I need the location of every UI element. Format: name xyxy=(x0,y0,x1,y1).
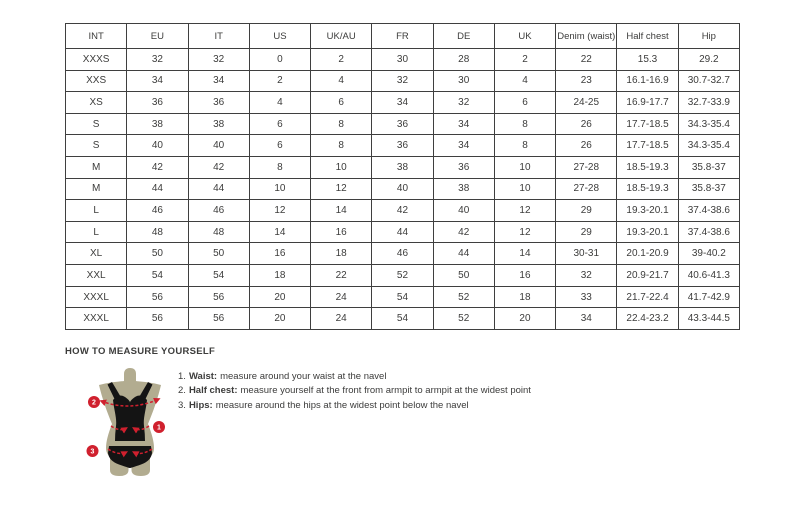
how-to-measure-title: HOW TO MEASURE YOURSELF xyxy=(65,346,216,357)
column-header-uk: UK xyxy=(494,24,555,49)
table-cell: 14 xyxy=(311,200,372,222)
mannequin-illustration xyxy=(85,368,175,478)
table-cell: 20 xyxy=(249,286,310,308)
table-cell: 36 xyxy=(127,92,188,114)
table-cell: 2 xyxy=(494,49,555,71)
table-cell: 36 xyxy=(372,135,433,157)
table-cell: 26 xyxy=(556,113,617,135)
column-header-int: INT xyxy=(66,24,127,49)
table-cell: 30 xyxy=(433,70,494,92)
table-cell: 4 xyxy=(494,70,555,92)
table-cell: 42 xyxy=(372,200,433,222)
table-cell: 6 xyxy=(494,92,555,114)
table-cell: 30 xyxy=(372,49,433,71)
instruction-label: Half chest: xyxy=(188,385,238,397)
table-cell: 17.7-18.5 xyxy=(617,135,678,157)
table-cell: 46 xyxy=(188,200,249,222)
table-cell: 54 xyxy=(372,286,433,308)
column-header-de: DE xyxy=(433,24,494,49)
hips-badge xyxy=(87,445,99,457)
table-cell: 23 xyxy=(556,70,617,92)
table-cell: 0 xyxy=(249,49,310,71)
table-cell: 27-28 xyxy=(556,157,617,179)
table-row xyxy=(66,113,740,135)
table-cell: 4 xyxy=(311,70,372,92)
table-cell: 56 xyxy=(188,286,249,308)
table-cell: 16.9-17.7 xyxy=(617,92,678,114)
table-row xyxy=(66,308,740,330)
table-cell: XXXS xyxy=(66,49,127,71)
table-cell: 10 xyxy=(494,157,555,179)
table-cell: 24 xyxy=(311,308,372,330)
table-cell: 33 xyxy=(556,286,617,308)
table-cell: 40 xyxy=(372,178,433,200)
table-cell: 34 xyxy=(372,92,433,114)
table-cell: 18 xyxy=(311,243,372,265)
table-cell: 27-28 xyxy=(556,178,617,200)
instruction-label: Hips: xyxy=(188,399,213,411)
table-cell: 48 xyxy=(127,221,188,243)
table-cell: 44 xyxy=(372,221,433,243)
table-cell: 12 xyxy=(494,221,555,243)
table-cell: 36 xyxy=(372,113,433,135)
table-cell: 54 xyxy=(372,308,433,330)
measure-instructions-list xyxy=(178,370,531,413)
table-cell: 18 xyxy=(249,265,310,287)
table-cell: 40 xyxy=(433,200,494,222)
table-cell: L xyxy=(66,221,127,243)
table-cell: 40 xyxy=(188,135,249,157)
table-cell: 22 xyxy=(311,265,372,287)
table-cell: 14 xyxy=(494,243,555,265)
table-cell: 18.5-19.3 xyxy=(617,178,678,200)
table-cell: 12 xyxy=(311,178,372,200)
table-cell: 6 xyxy=(311,92,372,114)
table-cell: 34 xyxy=(433,135,494,157)
table-cell: 14 xyxy=(249,221,310,243)
table-row xyxy=(66,92,740,114)
table-row xyxy=(66,135,740,157)
measure-instruction xyxy=(178,399,531,413)
table-cell: 50 xyxy=(188,243,249,265)
table-cell: 32 xyxy=(556,265,617,287)
table-cell: 8 xyxy=(249,157,310,179)
table-cell: 34 xyxy=(433,113,494,135)
table-cell: L xyxy=(66,200,127,222)
table-cell: 22 xyxy=(556,49,617,71)
table-cell: 16 xyxy=(249,243,310,265)
table-cell: 38 xyxy=(188,113,249,135)
table-cell: 38 xyxy=(127,113,188,135)
table-cell: 19.3-20.1 xyxy=(617,221,678,243)
table-cell: 38 xyxy=(433,178,494,200)
table-cell: S xyxy=(66,113,127,135)
table-cell: 38 xyxy=(372,157,433,179)
table-cell: 34 xyxy=(556,308,617,330)
table-cell: 44 xyxy=(188,178,249,200)
table-cell: 22.4-23.2 xyxy=(617,308,678,330)
instruction-number: 3. xyxy=(178,399,186,411)
table-row xyxy=(66,157,740,179)
table-cell: 30-31 xyxy=(556,243,617,265)
table-cell: XXXL xyxy=(66,286,127,308)
table-cell: 26 xyxy=(556,135,617,157)
table-cell: M xyxy=(66,178,127,200)
table-cell: 20.1-20.9 xyxy=(617,243,678,265)
table-cell: 2 xyxy=(249,70,310,92)
column-header-half-chest: Half chest xyxy=(617,24,678,49)
table-cell: 32 xyxy=(433,92,494,114)
table-cell: 36 xyxy=(433,157,494,179)
measure-instruction xyxy=(178,370,531,384)
table-cell: 30.7-32.7 xyxy=(678,70,739,92)
table-cell: 42 xyxy=(127,157,188,179)
table-cell: S xyxy=(66,135,127,157)
table-cell: 42 xyxy=(188,157,249,179)
table-cell: XXS xyxy=(66,70,127,92)
column-header-us: US xyxy=(249,24,310,49)
svg-text:3: 3 xyxy=(90,448,95,456)
table-row xyxy=(66,221,740,243)
table-cell: 12 xyxy=(494,200,555,222)
table-cell: 15.3 xyxy=(617,49,678,71)
table-cell: 6 xyxy=(249,135,310,157)
table-cell: 10 xyxy=(311,157,372,179)
column-header-denim-waist-: Denim (waist) xyxy=(556,24,617,49)
table-cell: 37.4-38.6 xyxy=(678,200,739,222)
table-cell: 28 xyxy=(433,49,494,71)
table-cell: 40.6-41.3 xyxy=(678,265,739,287)
table-cell: 2 xyxy=(311,49,372,71)
table-cell: 34.3-35.4 xyxy=(678,113,739,135)
table-cell: 35.8-37 xyxy=(678,178,739,200)
column-header-eu: EU xyxy=(127,24,188,49)
table-row xyxy=(66,265,740,287)
waist-badge xyxy=(153,421,165,433)
table-cell: 20 xyxy=(249,308,310,330)
table-cell: 16 xyxy=(494,265,555,287)
svg-text:1: 1 xyxy=(157,424,161,432)
table-cell: 54 xyxy=(127,265,188,287)
table-cell: 20.9-21.7 xyxy=(617,265,678,287)
table-cell: 24-25 xyxy=(556,92,617,114)
table-row xyxy=(66,70,740,92)
table-cell: 6 xyxy=(249,113,310,135)
table-row xyxy=(66,286,740,308)
table-row xyxy=(66,49,740,71)
column-header-fr: FR xyxy=(372,24,433,49)
table-cell: 43.3-44.5 xyxy=(678,308,739,330)
table-cell: 32.7-33.9 xyxy=(678,92,739,114)
table-cell: 37.4-38.6 xyxy=(678,221,739,243)
table-cell: 16 xyxy=(311,221,372,243)
instruction-text: measure yourself at the front from armpit to armpit at the widest point xyxy=(240,385,531,397)
table-cell: 8 xyxy=(494,113,555,135)
table-cell: 56 xyxy=(127,308,188,330)
instruction-text: measure around your waist at the navel xyxy=(220,371,387,382)
table-cell: 35.8-37 xyxy=(678,157,739,179)
table-cell: XXL xyxy=(66,265,127,287)
table-header-row xyxy=(66,24,740,49)
table-cell: 40 xyxy=(127,135,188,157)
table-cell: 56 xyxy=(127,286,188,308)
instruction-number: 1. xyxy=(178,371,186,382)
table-row xyxy=(66,178,740,200)
table-cell: 52 xyxy=(433,308,494,330)
table-cell: XXXL xyxy=(66,308,127,330)
table-cell: 32 xyxy=(127,49,188,71)
table-cell: 32 xyxy=(188,49,249,71)
table-cell: 32 xyxy=(372,70,433,92)
table-cell: 48 xyxy=(188,221,249,243)
table-cell: 8 xyxy=(494,135,555,157)
table-cell: 41.7-42.9 xyxy=(678,286,739,308)
table-cell: 34 xyxy=(127,70,188,92)
table-cell: 46 xyxy=(127,200,188,222)
table-cell: 18.5-19.3 xyxy=(617,157,678,179)
table-cell: 39-40.2 xyxy=(678,243,739,265)
table-cell: 17.7-18.5 xyxy=(617,113,678,135)
table-cell: 44 xyxy=(433,243,494,265)
table-cell: 20 xyxy=(494,308,555,330)
table-cell: 10 xyxy=(249,178,310,200)
table-cell: 46 xyxy=(372,243,433,265)
table-cell: 56 xyxy=(188,308,249,330)
table-cell: 10 xyxy=(494,178,555,200)
table-cell: 50 xyxy=(433,265,494,287)
half-chest-badge xyxy=(88,396,100,408)
table-cell: 24 xyxy=(311,286,372,308)
table-cell: 44 xyxy=(127,178,188,200)
table-cell: 29 xyxy=(556,221,617,243)
table-cell: 29.2 xyxy=(678,49,739,71)
size-chart-table xyxy=(65,23,740,330)
table-cell: 52 xyxy=(433,286,494,308)
instruction-text: measure around the hips at the widest point below the navel xyxy=(215,399,469,411)
column-header-it: IT xyxy=(188,24,249,49)
table-cell: 12 xyxy=(249,200,310,222)
table-cell: 21.7-22.4 xyxy=(617,286,678,308)
table-cell: XS xyxy=(66,92,127,114)
table-cell: 19.3-20.1 xyxy=(617,200,678,222)
table-cell: 52 xyxy=(372,265,433,287)
table-cell: 54 xyxy=(188,265,249,287)
instruction-label: Waist: xyxy=(188,371,218,382)
table-cell: M xyxy=(66,157,127,179)
table-row xyxy=(66,200,740,222)
table-cell: 42 xyxy=(433,221,494,243)
svg-text:2: 2 xyxy=(92,399,96,407)
table-cell: 18 xyxy=(494,286,555,308)
instruction-number: 2. xyxy=(178,385,186,397)
column-header-hip: Hip xyxy=(678,24,739,49)
table-cell: 29 xyxy=(556,200,617,222)
table-cell: 50 xyxy=(127,243,188,265)
table-row xyxy=(66,243,740,265)
table-cell: 16.1-16.9 xyxy=(617,70,678,92)
table-cell: 8 xyxy=(311,113,372,135)
measure-instruction xyxy=(178,384,531,398)
table-cell: 36 xyxy=(188,92,249,114)
table-cell: 4 xyxy=(249,92,310,114)
table-cell: 8 xyxy=(311,135,372,157)
column-header-uk-au: UK/AU xyxy=(311,24,372,49)
table-cell: XL xyxy=(66,243,127,265)
table-cell: 34 xyxy=(188,70,249,92)
table-cell: 34.3-35.4 xyxy=(678,135,739,157)
